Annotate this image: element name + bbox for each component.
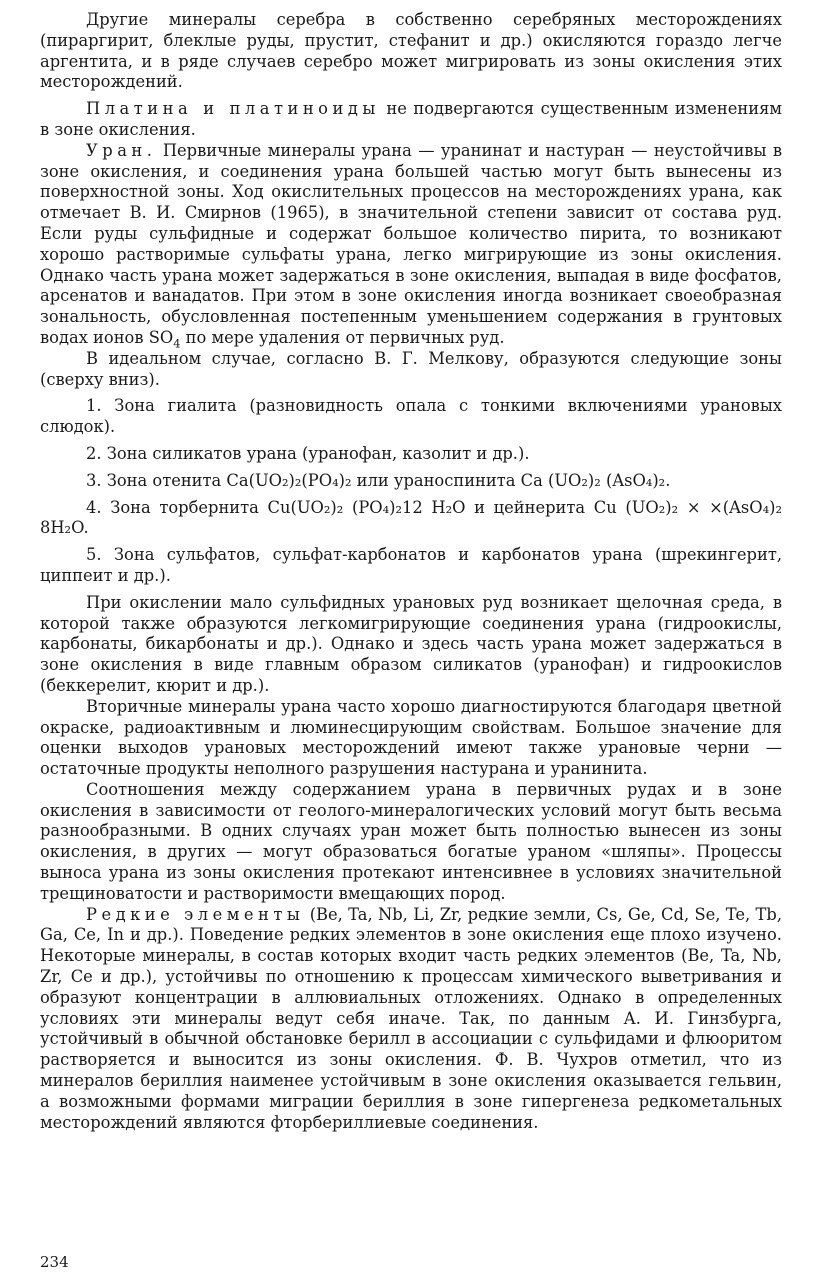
- paragraph-platinum: [40, 99, 782, 141]
- paragraph-alkaline: При окислении мало сульфидных урановых руд возникает щелочная среда, в которой также образуются легкомигрирующие соединения урана (гидроокислы, карбонаты, бикарбонаты и др.). Однако и здесь часть урана может задержаться в зоне окисления в виде главным образом силикатов (уранофан) и гидроокислов (беккерелит, кюрит и др.).: [40, 592, 782, 695]
- paragraph-uranium: [40, 141, 782, 349]
- paragraph-zones-intro: В идеальном случае, согласно В. Г. Мелкову, образуются следующие зоны (сверху вниз).: [40, 348, 782, 389]
- paragraph-uranium-end: по мере удаления от первичных руд.: [180, 327, 505, 347]
- zone-item-2: 2. Зона силикатов урана (уранофан, казолит и др.).: [86, 443, 530, 463]
- body-text: [40, 10, 782, 1133]
- term-rare-elements: Редкие элементы: [86, 904, 305, 924]
- term-uranium: Уран.: [86, 140, 157, 160]
- page-number: 234: [40, 1253, 69, 1271]
- paragraph-secondary-minerals: Вторичные минералы урана часто хорошо диагностируются благодаря цветной окраске, радиоактивным и люминесцирующим свойствам. Большое значение для оценки выходов урановых месторождений имеют также урановые черни — остаточные продукты неполного разрушения настурана и уранинита.: [40, 696, 782, 779]
- zone-item-5: 5. Зона сульфатов, сульфат-карбонатов и карбонатов урана (шрекингерит, циппеит и др.).: [40, 545, 782, 585]
- paragraph-platinum-text: не подвергаются существенным изменениям в зоне окисления.: [40, 99, 782, 139]
- zone-item-4: 4. Зона торбернита Cu(UO₂)₂ (PO₄)₂12 H₂O и цейнерита Cu (UO₂)₂ × ×(AsO₄)₂ 8H₂O.: [40, 497, 782, 538]
- paragraph-ratios: Соотношения между содержанием урана в первичных рудах и в зоне окисления в зависимости от геолого-минералогических условий могут быть весьма разнообразными. В одних случаях уран может быть полностью вынесен из зоны окисления, в других — могут образоваться богатые ураном «шляпы». Процессы выноса урана из зоны окисления протекают интенсивнее в условиях значительной трещиноватости и растворимости вмещающих пород.: [40, 779, 782, 903]
- zone-item-1: 1. Зона гиалита (разновидность опала с тонкими включениями урановых слюдок).: [40, 396, 782, 437]
- paragraph-rare-elements-text: (Be, Ta, Nb, Li, Zr, редкие земли, Cs, Ge, Cd, Se, Te, Tb, Ga, Ce, In и др.). Поведение редких элементов в зоне окисления еще плохо изучено. Некоторые минералы, в состав которых входит часть редких элементов (Be, Ta, Nb, Zr, Ce и др.), устойчивы по отношению к процессам химического выветривания и образуют концентрации в аллювиальных отложениях. Однако в определенных условиях эти минералы ведут себя иначе. Так, по данным А. И. Гинзбурга, устойчивый в обычной обстановке берилл в ассоциации с сульфидами и флюоритом растворяется и выносится из зоны окисления. Ф. В. Чухров отметил, что из минералов бериллия наименее устойчивым в зоне окисления оказывается гельвин, а возможными формами миграции бериллия в зоне гипергенеза редкометальных месторождений являются фторбериллиевые соединения.: [40, 904, 782, 1132]
- paragraph-rare-elements: [40, 905, 782, 1134]
- paragraph-silver: Другие минералы серебра в собственно серебряных месторождениях (пираргирит, блеклые руды, прустит, стефанит и др.) окисляются гораздо легче аргентита, и в ряде случаев серебро может мигрировать из зоны окисления этих месторождений.: [40, 10, 782, 92]
- paragraph-uranium-text: Первичные минералы урана — уранинат и настуран — неустойчивы в зоне окисления, и соединения урана большей частью могут быть вынесены из поверхностной зоны. Ход окислительных процессов на месторождениях урана, как отмечает В. И. Смирнов (1965), в значительной степени зависит от состава руд. Если руды сульфидные и содержат большое количество пирита, то возникают хорошо растворимые сульфаты урана, легко мигрирующие из зоны окисления. Однако часть урана может задержаться в зоне окисления, выпадая в виде фосфатов, арсенатов и ванадатов. При этом в зоне окисления иногда возникает своеобразная зональность, обусловленная постепенным уменьшением содержания в грунтовых водах ионов SO: [40, 140, 782, 347]
- term-platinum: Платина и платиноиды: [86, 99, 380, 119]
- zone-item-3: 3. Зона отенита Ca(UO₂)₂(PO₄)₂ или ураноспинита Ca (UO₂)₂ (AsO₄)₂.: [86, 470, 671, 490]
- sulfate-subscript: 4: [173, 336, 181, 351]
